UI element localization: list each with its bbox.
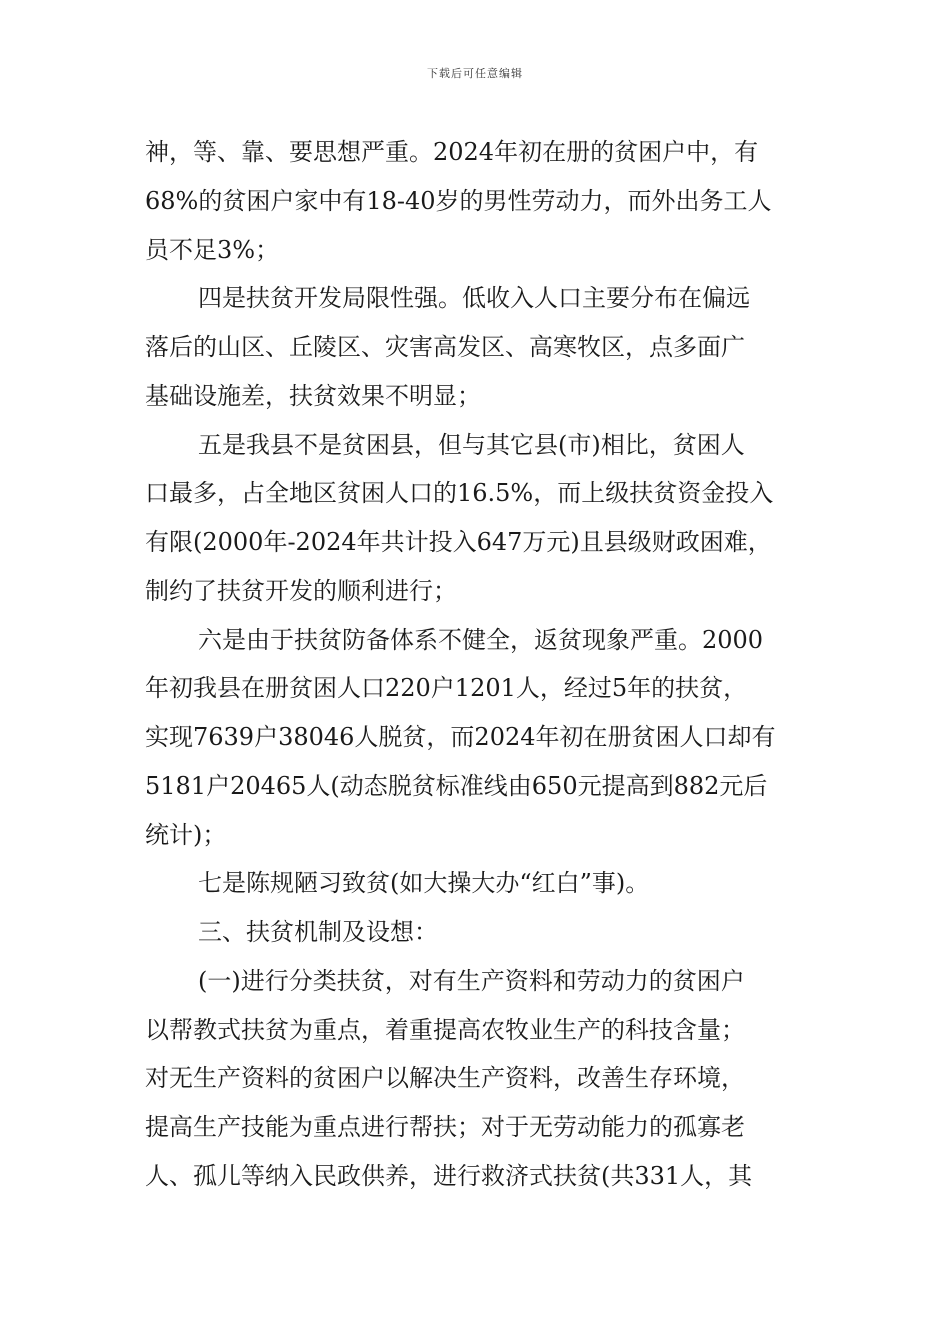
text-line: 5181户20465人(动态脱贫标准线由650元提高到882元后 bbox=[145, 771, 768, 800]
text-line: 以帮教式扶贫为重点，着重提高农牧业生产的科技含量； bbox=[145, 1015, 745, 1044]
text-line: 统计)； bbox=[145, 820, 227, 849]
text-line: 七是陈规陋习致贫(如大操大办“红白”事)。 bbox=[198, 869, 650, 898]
text-line: 年初我县在册贫困人口220户1201人，经过5年的扶贫， bbox=[145, 674, 748, 703]
document-body bbox=[145, 128, 810, 1201]
text-line: 实现7639户38046人脱贫，而2024年初在册贫困人口却有 bbox=[145, 723, 776, 751]
section-heading: 三、扶贫机制及设想： bbox=[198, 918, 438, 946]
text-line: 提高生产技能为重点进行帮扶；对于无劳动能力的孤寡老 bbox=[145, 1113, 745, 1141]
text-line: 神，等、靠、要思想严重。2024年初在册的贫困户中，有 bbox=[145, 138, 759, 166]
text-line: 六是由于扶贫防备体系不健全，返贫现象严重。2000 bbox=[198, 625, 764, 654]
text-line: 68%的贫困户家中有18-40岁的男性劳动力，而外出务工人 bbox=[145, 186, 772, 215]
text-line: 四是扶贫开发局限性强。低收入人口主要分布在偏远 bbox=[198, 284, 750, 313]
text-line: 有限(2000年-2024年共计投入647万元)且县级财政困难， bbox=[145, 528, 772, 556]
text-line: 员不足3%； bbox=[145, 235, 280, 264]
text-line: 对无生产资料的贫困户以解决生产资料，改善生存环境， bbox=[145, 1064, 745, 1093]
text-line: 基础设施差，扶贫效果不明显； bbox=[145, 381, 481, 410]
page-header-note: 下载后可任意编辑 bbox=[427, 67, 523, 80]
text-line: 口最多，占全地区贫困人口的16.5%，而上级扶贫资金投入 bbox=[145, 479, 774, 508]
text-line: 制约了扶贫开发的顺利进行； bbox=[145, 576, 457, 605]
text-line: 五是我县不是贫困县，但与其它县(市)相比，贫困人 bbox=[198, 430, 745, 459]
text-line: (一)进行分类扶贫，对有生产资料和劳动力的贫困户 bbox=[198, 966, 745, 995]
text-line: 人、孤儿等纳入民政供养，进行救济式扶贫(共331人，其 bbox=[145, 1161, 753, 1190]
text-line: 落后的山区、丘陵区、灾害高发区、高寒牧区，点多面广 bbox=[145, 333, 745, 361]
